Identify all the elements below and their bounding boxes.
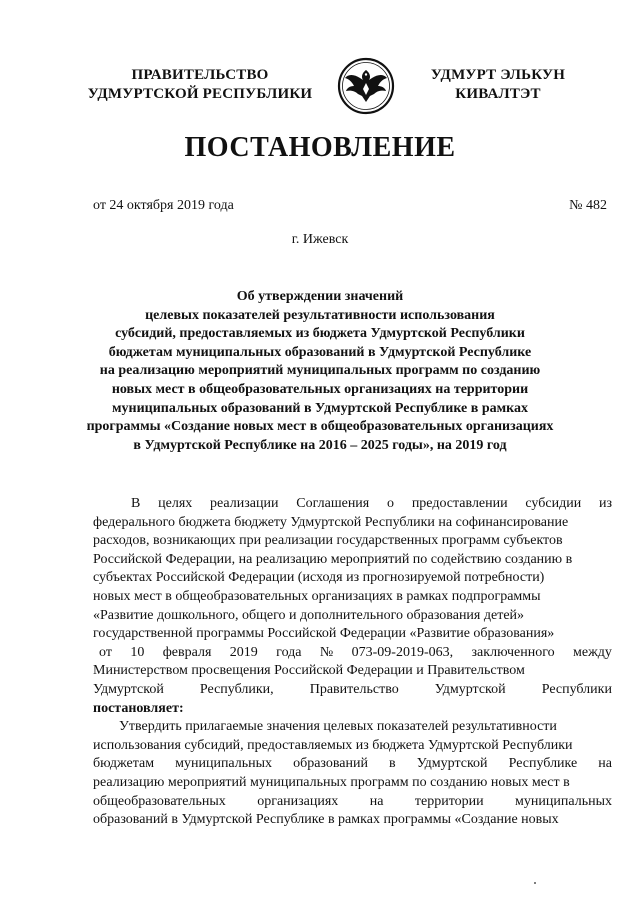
body-line: новых мест в общеобразовательных организациях в рамках подпрограммы bbox=[93, 588, 541, 604]
body-line: федерального бюджета бюджету Удмуртской Республики на софинансирование bbox=[93, 514, 569, 530]
subject-line: новых мест в общеобразовательных организациях на территории bbox=[111, 381, 529, 397]
government-name-russian bbox=[80, 66, 320, 104]
body-line: государственной программы Российской Федерации «Развитие образования» bbox=[93, 626, 555, 642]
government-name-udmurt bbox=[414, 66, 582, 104]
body-line-justified: Удмуртской Республики, Правительство Удмуртской Республики bbox=[93, 681, 612, 697]
subject-line: муниципальных образований в Удмуртской Республике в рамках bbox=[112, 400, 528, 416]
header-left-line: УДМУРТСКОЙ РЕСПУБЛИКИ bbox=[87, 86, 313, 102]
body-line: расходов, возникающих при реализации государственных программ субъектов bbox=[93, 533, 563, 549]
body-line: «Развитие дошкольного, общего и дополнительного образования детей» bbox=[93, 607, 525, 623]
body-line: субъектах Российской Федерации (исходя из прогнозируемой потребности) bbox=[93, 570, 545, 586]
body-line: образований в Удмуртской Республике в рамках программы «Создание новых bbox=[93, 812, 559, 828]
subject-line: на реализацию мероприятий муниципальных программ по созданию bbox=[99, 363, 541, 379]
body-line: Министерством просвещения Российской Федерации и Правительством bbox=[93, 663, 525, 679]
subject-line: Об утверждении значений bbox=[236, 289, 404, 304]
document-number: № 482 bbox=[569, 198, 607, 213]
body-line: Утвердить прилагаемые значения целевых показателей результативности bbox=[119, 719, 557, 735]
header-right-line: УДМУРТ ЭЛЬКУН bbox=[430, 67, 566, 83]
subject-line: программы «Создание новых мест в общеобразовательных организациях bbox=[86, 419, 554, 435]
udmurt-coat-of-arms-icon bbox=[336, 56, 396, 116]
document-body bbox=[93, 495, 612, 830]
header-right-line: КИВАЛТЭТ bbox=[455, 86, 541, 102]
subject-line: в Удмуртской Республике на 2016 – 2025 годы», на 2019 год bbox=[133, 437, 507, 453]
document-subject bbox=[80, 288, 560, 455]
resolution-verb: постановляет: bbox=[93, 700, 184, 716]
body-line: Российской Федерации, на реализацию мероприятий по содействию созданию в bbox=[93, 551, 573, 567]
body-line-justified: бюджетам муниципальных образований в Удмуртской Республике на bbox=[93, 756, 612, 772]
scan-speck bbox=[534, 882, 536, 884]
header-left-line: ПРАВИТЕЛЬСТВО bbox=[131, 67, 269, 83]
document-date: от 24 октября 2019 года bbox=[93, 198, 234, 213]
document-title: ПОСТАНОВЛЕНИЕ bbox=[184, 132, 456, 163]
body-line: реализацию мероприятий муниципальных программ по созданию новых мест в bbox=[93, 774, 570, 790]
subject-line: целевых показателей результативности использования bbox=[145, 307, 495, 323]
body-line: использования субсидий, предоставляемых из бюджета Удмуртской Республики bbox=[93, 737, 573, 753]
document-city: г. Ижевск bbox=[291, 232, 349, 247]
body-line-justified: общеобразовательных организациях на территории муниципальных bbox=[93, 793, 612, 809]
body-line-justified: В целях реализации Соглашения о предоставлении субсидии из bbox=[131, 496, 612, 511]
subject-line: субсидий, предоставляемых из бюджета Удмуртской Республики bbox=[115, 326, 525, 342]
subject-line: бюджетам муниципальных образований в Удмуртской Республике bbox=[108, 344, 532, 360]
body-line-justified: от 10 февраля 2019 года № 073-09-2019-063, заключенного между bbox=[99, 644, 612, 660]
